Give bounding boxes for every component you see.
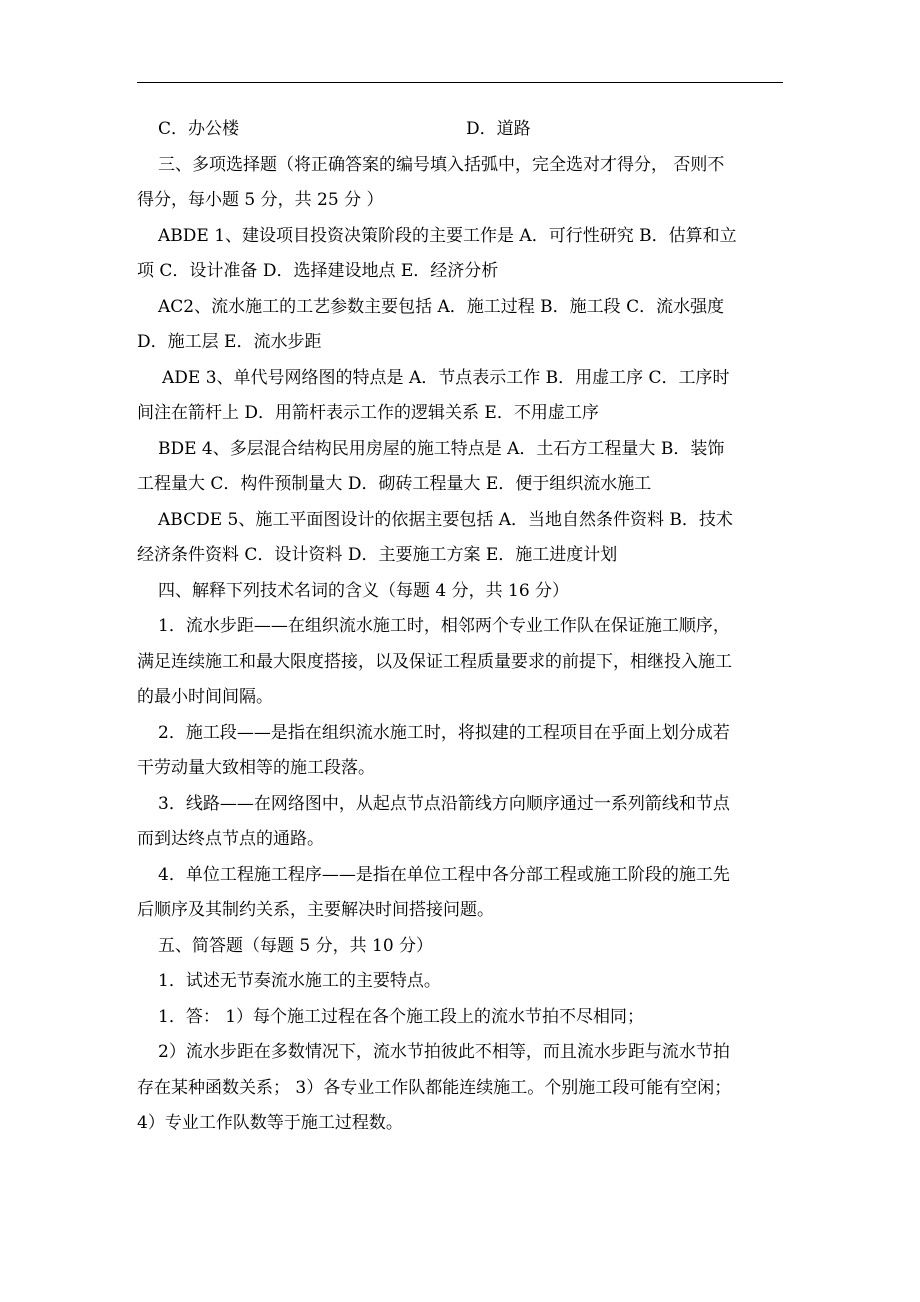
option-d: D．道路 [466,119,531,139]
document-body [137,112,785,1142]
answer-line1: 1．答： 1）每个施工过程在各个施工段上的流水节拍不尽相同； [158,1006,645,1027]
mc-question-2-line2: D．施工层 E．流水步距 [137,332,322,352]
term-2-line2: 干劳动量大致相等的施工段落。 [137,758,375,778]
term-1-line3: 的最小时间间隔。 [137,687,273,707]
mc-question-2-line1: AC2、流水施工的工艺参数主要包括 A．施工过程 B．施工段 C．流水强度 [158,296,725,317]
header-rule [137,82,783,83]
mc-question-5-line1: ABCDE 5、施工平面图设计的依据主要包括 A．当地自然条件资料 B．技术 [158,509,733,530]
term-4-line2: 后顺序及其制约关系，主要解决时间搭接问题。 [137,900,494,920]
mc-question-1-line2: 项 C．设计准备 D．选择建设地点 E．经济分析 [137,261,499,281]
term-2-line1: 2．施工段——是指在组织流水施工时，将拟建的工程项目在乎面上划分成若 [158,722,730,743]
mc-question-3-line1: ADE 3、单代号网络图的特点是 A．节点表示工作 B．用虚工序 C．工序时 [162,367,730,388]
answer-line2: 2）流水步距在多数情况下，流水节拍彼此不相等，而且流水步距与流水节拍 [158,1042,730,1062]
option-c: C．办公楼 [158,119,240,139]
mc-question-5-line2: 经济条件资料 C．设计资料 D．主要施工方案 E．施工进度计划 [137,545,618,565]
short-question-1: 1．试述无节奏流水施工的主要特点。 [158,971,441,991]
mc-question-1-line1: ABDE 1、建设项目投资决策阶段的主要工作是 A．可行性研究 B．估算和立 [158,225,737,246]
mc-question-4-line2: 工程量大 C．构件预制量大 D．砌砖工程量大 E．便于组织流水施工 [137,474,652,494]
section4-heading: 四、解释下列技术名词的含义（每题 4 分，共 16 分） [158,580,570,601]
mc-question-3-line2: 间注在箭杆上 D．用箭杆表示工作的逻辑关系 E．不用虚工序 [137,403,599,423]
term-1-line1: 1．流水步距——在组织流水施工时，相邻两个专业工作队在保证施工顺序， [158,616,730,636]
section3-heading-line2: 得分，每小题 5 分，共 25 分 ） [137,190,384,210]
answer-line4: 4）专业工作队数等于施工过程数。 [137,1113,403,1133]
section3-heading-line1: 三、多项选择题（将正确答案的编号填入括弧中，完全选对才得分， 否则不 [158,154,725,175]
term-4-line1: 4．单位工程施工程序——是指在单位工程中各分部工程或施工阶段的施工先 [158,864,730,885]
term-1-line2: 满足连续施工和最大限度搭接，以及保证工程质量要求的前提下，相继投入施工 [137,651,732,672]
term-3-line2: 而到达终点节点的通路。 [137,829,324,849]
term-3-line1: 3．线路——在网络图中，从起点节点沿箭线方向顺序通过一系列箭线和节点 [158,793,730,814]
mc-question-4-line1: BDE 4、多层混合结构民用房屋的施工特点是 A．土石方工程量大 B．装饰 [158,438,725,459]
answer-line3: 存在某种函数关系； 3）各专业工作队都能连续施工。个别施工段可能有空闲； [137,1077,732,1098]
options-row [137,112,785,148]
section5-heading: 五、简答题（每题 5 分，共 10 分） [158,935,434,956]
